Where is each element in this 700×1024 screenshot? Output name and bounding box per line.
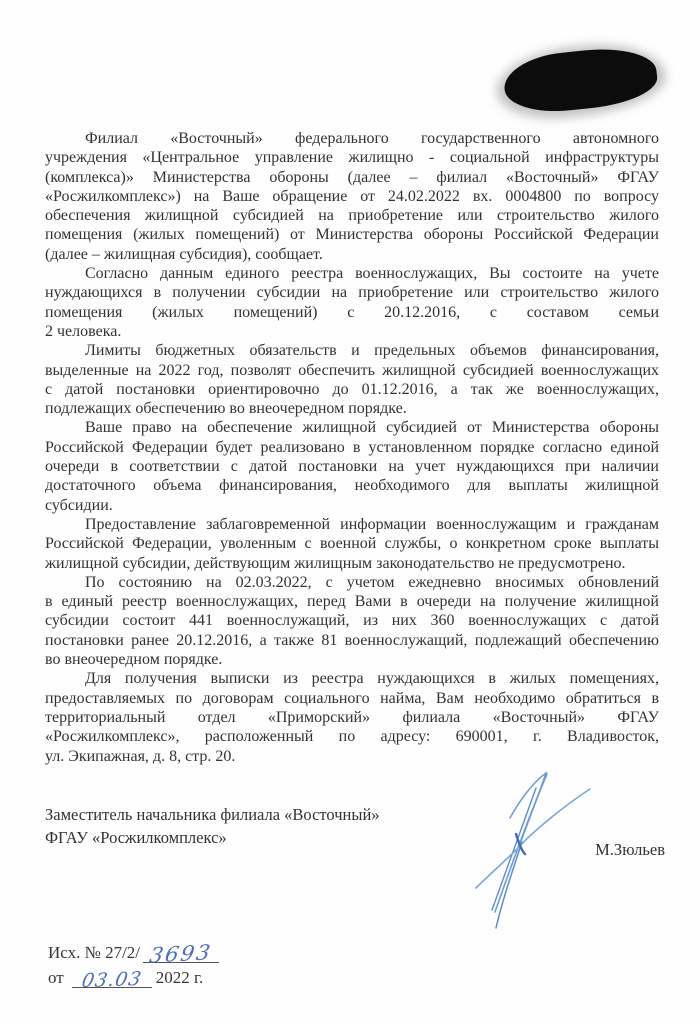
text-line: постановки ранее 20.12.2016, а также 81 военнослужащий, подлежащий обеспечению (45, 631, 659, 649)
signer-name: М.Зюльев (595, 840, 665, 859)
date-year-label: 2022 г. (155, 968, 204, 987)
signer-position-line-2: ФГАУ «Росжилкомплекс» (45, 827, 227, 847)
text-line: «Росжилкомплекс») на Ваше обращение от 24.02.2022 вх. 0004800 по вопросу (45, 187, 659, 205)
outgoing-number-label: Исх. № 27/2/ (48, 943, 141, 962)
text-line: территориальный отдел «Приморский» филиала «Восточный» ФГАУ (45, 708, 659, 726)
outgoing-number-underline (143, 940, 219, 968)
text-line: ул. Экипажная, д. 8, стр. 20. (45, 747, 236, 765)
paragraph (45, 418, 659, 514)
text-line: во внеочередном порядке. (45, 651, 223, 669)
paragraph (45, 515, 659, 573)
date-underline (72, 967, 152, 993)
text-line: Филиал «Восточный» федерального государственного автономного (85, 130, 659, 147)
text-line: Ваше право на обеспечение жилищной субсидией от Министерства обороны (85, 419, 659, 437)
date-from-label: от (48, 968, 64, 987)
outgoing-reference-block (48, 941, 219, 995)
text-line: в единый реестр военнослужащих, перед Вами в очереди на получение жилищной (45, 593, 659, 611)
text-line: учреждения «Центральное управление жилищно - социальной инфраструктуры (45, 149, 659, 167)
text-line: 2 человека. (45, 322, 122, 340)
text-line: помещения (жилых помещений) от Министерства обороны Российской Федерации (45, 226, 659, 244)
letter-body (45, 129, 659, 766)
signer-position-line-1: Заместитель начальника филиала «Восточный» (45, 805, 380, 824)
outgoing-number-line (48, 941, 219, 968)
text-line: «Росжилкомплекс», расположенный по адресу: 690001, г. Владивосток, (45, 728, 659, 746)
text-line: (далее – жилищная субсидия), сообщает. (45, 245, 323, 263)
paragraph (45, 264, 659, 341)
text-line: нуждающихся в получении субсидии на приобретение или строительство жилого (45, 284, 659, 302)
text-line: Российской Федерации, уволенным с военной службы, о конкретном сроке выплаты (45, 535, 659, 553)
text-line: Лимиты бюджетных обязательств и предельных объемов финансирования, (85, 342, 659, 360)
date-line (48, 968, 219, 995)
paragraph (45, 129, 659, 264)
handwritten-date: 03.03 (79, 967, 144, 993)
text-line: Для получения выписки из реестра нуждающихся в жилых помещениях, (85, 670, 659, 688)
text-line: с датой постановки ориентировочно до 01.12.2016, а так же военнослужащих, (45, 380, 659, 398)
paragraph (45, 341, 659, 418)
text-line: (комплекса)» Министерства обороны (далее – филиал «Восточный» ФГАУ (45, 168, 659, 186)
paragraph (45, 573, 659, 669)
text-line: Российской Федерации будет реализовано в установленном порядке согласно единой (45, 438, 659, 456)
text-line: подлежащих обеспечению во внеочередном порядке. (45, 400, 407, 418)
text-line: помещения (жилых помещений) с 20.12.2016, с составом семьи (45, 303, 659, 321)
signature-title-block (45, 804, 380, 849)
text-line: субсидии состоит 441 военнослужащий, из них 360 военнослужащих с датой (45, 612, 659, 630)
text-line: субсидии. (45, 496, 113, 514)
text-line: жилищной субсидии, действующим жилищным законодательство не предусмотрено. (45, 554, 626, 572)
text-line: предоставляемых по договорам социального найма, Вам необходимо обратиться в (45, 689, 659, 707)
text-line: Согласно данным единого реестра военнослужащих, Вы состоите на учете (85, 265, 659, 283)
text-line: выделенные на 2022 год, позволят обеспечить жилищной субсидией военнослужащих (45, 361, 659, 379)
text-line: По состоянию на 02.03.2022, с учетом ежедневно вносимых обновлений (85, 573, 659, 591)
handwritten-outgoing-number: 3693 (148, 940, 215, 968)
text-line: Предоставление заблаговременной информации военнослужащим и гражданам (85, 515, 659, 533)
text-line: очереди в соответствии с датой постановки на учет нуждающихся при наличии (45, 458, 659, 476)
text-line: обеспечения жилищной субсидией на приобретение или строительство жилого (45, 207, 659, 225)
text-line: достаточного объема финансирования, необходимого для выплаты жилищной (45, 477, 659, 495)
paragraph (45, 669, 659, 765)
